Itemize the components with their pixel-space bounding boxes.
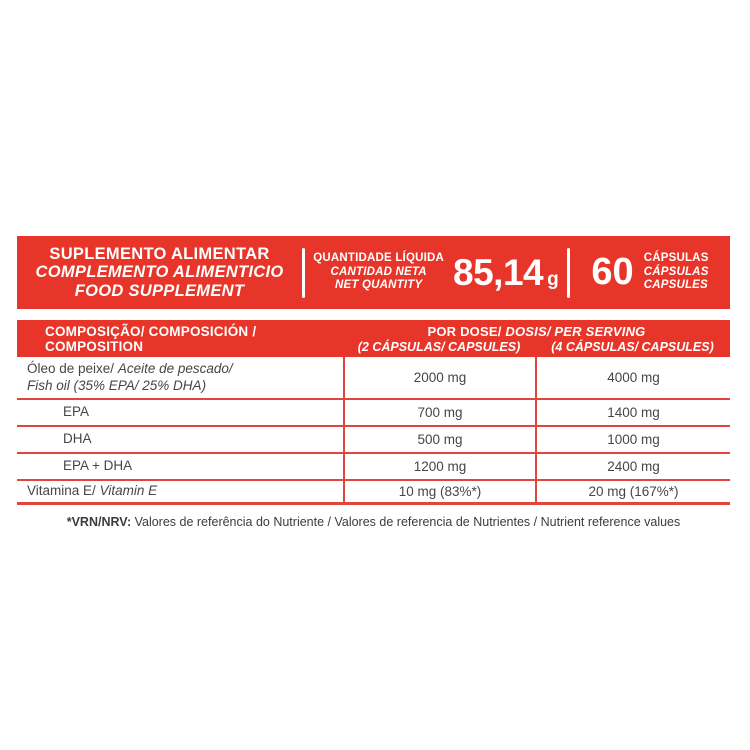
ingredient-name	[17, 481, 343, 502]
capsule-label-es: CÁPSULAS	[643, 265, 709, 278]
dose-4-capsules: 20 mg (167%*)	[535, 481, 730, 502]
dose-2-capsules: 10 mg (83%*)	[343, 481, 535, 502]
nrv-footnote-text: Valores de referência do Nutriente / Valores de referencia de Nutrientes / Nutrient reference values	[134, 515, 681, 529]
table-row-vitamin-e	[17, 481, 730, 505]
title-pt: SUPLEMENTO ALIMENTAR	[49, 244, 270, 263]
ingredient-name-pt: Vitamina E/	[27, 483, 96, 499]
per-serving-title-es-en: DOSIS/ PER SERVING	[505, 323, 646, 339]
composition-header-label: COMPOSIÇÃO/ COMPOSICIÓN / COMPOSITION	[45, 323, 257, 354]
dose-2-capsules: 500 mg	[343, 427, 535, 452]
ingredient-name-es: Aceite de pescado/	[117, 361, 233, 376]
ingredient-name: EPA	[63, 404, 90, 420]
dose-2-capsules: 2000 mg	[343, 357, 535, 398]
net-quantity-number: 85,14	[453, 251, 544, 293]
ingredient-name: DHA	[63, 431, 92, 447]
dose-4-capsules: 4000 mg	[535, 357, 730, 398]
net-quantity-label-pt: QUANTIDADE LÍQUIDA	[313, 252, 445, 265]
nrv-footnote	[17, 515, 730, 529]
supplement-label	[17, 236, 730, 529]
table-row-fish-oil	[17, 357, 730, 400]
ingredient-name-en: Fish oil (35% EPA/ 25% DHA)	[27, 377, 207, 393]
per-serving-title-pt: POR DOSE/	[427, 323, 502, 339]
column-4-capsules: (4 CÁPSULAS/ CAPSULES)	[551, 339, 714, 354]
net-quantity-section	[305, 236, 567, 309]
per-serving-header	[343, 320, 730, 357]
top-banner	[17, 236, 730, 309]
dose-2-capsules: 700 mg	[343, 400, 535, 425]
per-serving-title	[343, 324, 730, 339]
capsule-label-pt: CÁPSULAS	[643, 252, 709, 265]
dose-4-capsules: 1000 mg	[535, 427, 730, 452]
dose-4-capsules: 1400 mg	[535, 400, 730, 425]
net-quantity-unit: g	[547, 268, 559, 290]
nrv-footnote-abbrev: *VRN/NRV:	[66, 515, 132, 529]
capsule-labels	[644, 252, 709, 293]
net-quantity-label-en: NET QUANTITY	[334, 279, 423, 292]
capsule-label-en: CAPSULES	[643, 279, 708, 292]
ingredient-name-pt: Óleo de peixe/	[27, 361, 115, 376]
product-type-titles	[17, 236, 302, 309]
dose-4-capsules: 2400 mg	[535, 454, 730, 479]
title-es: COMPLEMENTO ALIMENTICIO	[35, 263, 284, 282]
capsule-count: 60	[591, 251, 634, 293]
composition-table-header	[17, 320, 730, 357]
table-row-epa	[17, 400, 730, 427]
net-quantity-labels	[313, 252, 444, 293]
column-2-capsules: (2 CÁPSULAS/ CAPSULES)	[357, 339, 521, 354]
title-en: FOOD SUPPLEMENT	[74, 281, 245, 300]
net-quantity-label-es: CANTIDAD NETA	[330, 265, 427, 278]
table-row-dha	[17, 427, 730, 454]
per-serving-columns	[343, 340, 730, 354]
table-row-epa-dha	[17, 454, 730, 481]
ingredient-name	[17, 357, 343, 398]
capsule-count-section	[570, 236, 730, 309]
dose-2-capsules: 1200 mg	[343, 454, 535, 479]
ingredient-name-en: Vitamin E	[99, 483, 158, 499]
net-quantity-value	[453, 252, 559, 294]
ingredient-name: EPA + DHA	[63, 458, 133, 474]
composition-table-body	[17, 357, 730, 505]
